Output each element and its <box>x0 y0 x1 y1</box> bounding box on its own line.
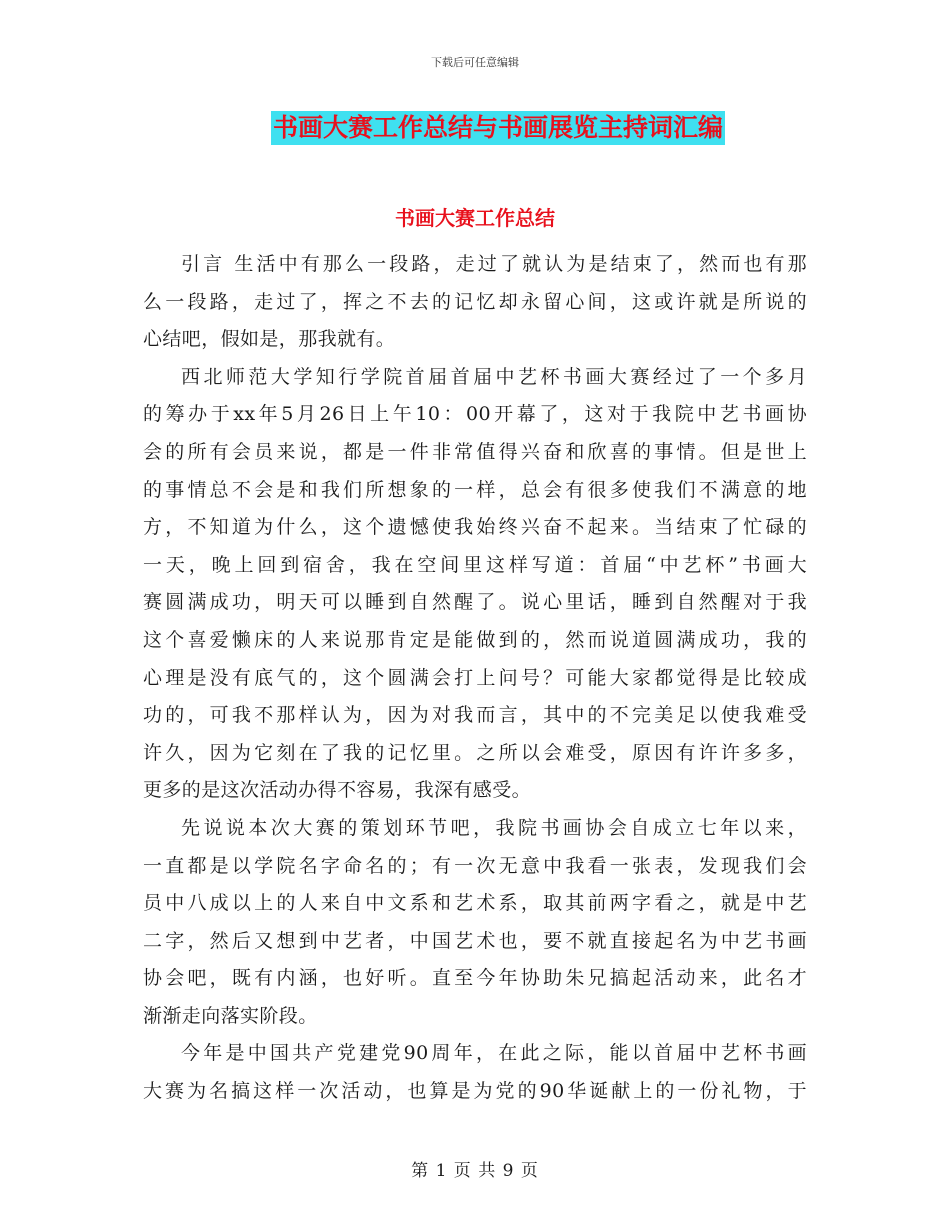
paragraph-line: 协会吧，既有内涵，也好听。直至今年协助朱兄搞起活动来，此名才 <box>143 967 807 990</box>
paragraph-line: 这个喜爱懒床的人来说那肯定是能做到的，然而说道圆满成功，我的 <box>143 628 807 651</box>
paragraph-line: 心结吧，假如是，那我就有。 <box>143 328 396 351</box>
paragraph <box>143 810 807 1036</box>
main-title-wrap <box>0 111 950 145</box>
paragraph-line: 渐渐走向落实阶段。 <box>143 1004 318 1027</box>
paragraph-line: 许久，因为它刻在了我的记忆里。之所以会难受，原因有许许多多， <box>143 741 807 764</box>
paragraph-line: 引言 生活中有那么一段路，走过了就认为是结束了，然而也有那 <box>181 253 807 275</box>
header-note: 下载后可任意编辑 <box>431 56 519 69</box>
paragraph-line: 更多的是这次活动办得不容易，我深有感受。 <box>143 779 532 802</box>
paragraph-line: 方，不知道为什么，这个遗憾使我始终兴奋不起来。当结束了忙碌的 <box>143 516 807 539</box>
paragraph-line: 么一段路，走过了，挥之不去的记忆却永留心间，这或许就是所说的 <box>143 290 807 313</box>
paragraph <box>143 359 807 810</box>
paragraph-line: 一直都是以学院名字命名的；有一次无意中我看一张表，发现我们会 <box>143 854 807 877</box>
paragraph-line: 今年是中国共产党建党90周年，在此之际，能以首届中艺杯书画 <box>181 1042 807 1065</box>
paragraph <box>143 246 807 359</box>
paragraph-line: 心理是没有底气的，这个圆满会打上问号？可能大家都觉得是比较成 <box>143 666 807 689</box>
paragraph-line: 大赛为名搞这样一次活动，也算是为党的90华诞献上的一份礼物，于 <box>143 1080 807 1103</box>
paragraph-line: 功的，可我不那样认为，因为对我而言，其中的不完美足以使我难受 <box>143 704 807 727</box>
paragraph-line: 的筹办于xx年5月26日上午10：00开幕了，这对于我院中艺书画协 <box>143 403 807 426</box>
paragraph-line: 一天，晚上回到宿舍，我在空间里这样写道：首届“中艺杯”书画大 <box>143 553 807 576</box>
paragraph-line: 赛圆满成功，明天可以睡到自然醒了。说心里话，睡到自然醒对于我 <box>143 591 807 614</box>
document-title: 书画大赛工作总结与书画展览主持词汇编 <box>271 111 725 145</box>
paragraph-line: 二字，然后又想到中艺者，中国艺术也，要不就直接起名为中艺书画 <box>143 929 807 952</box>
section-title: 书画大赛工作总结 <box>395 206 555 230</box>
page-footer: 第 1 页 共 9 页 <box>411 1161 539 1181</box>
paragraph-line: 会的所有会员来说，都是一件非常值得兴奋和欣喜的事情。但是世上 <box>143 440 807 463</box>
paragraph-line: 员中八成以上的人来自中文系和艺术系，取其前两字看之，就是中艺 <box>143 892 807 915</box>
paragraph <box>143 1035 807 1110</box>
document-body <box>143 246 807 1111</box>
paragraph-line: 西北师范大学知行学院首届首届中艺杯书画大赛经过了一个多月 <box>181 365 807 388</box>
paragraph-line: 的事情总不会是和我们所想象的一样，总会有很多使我们不满意的地 <box>143 478 807 501</box>
paragraph-line: 先说说本次大赛的策划环节吧，我院书画协会自成立七年以来， <box>181 816 807 839</box>
